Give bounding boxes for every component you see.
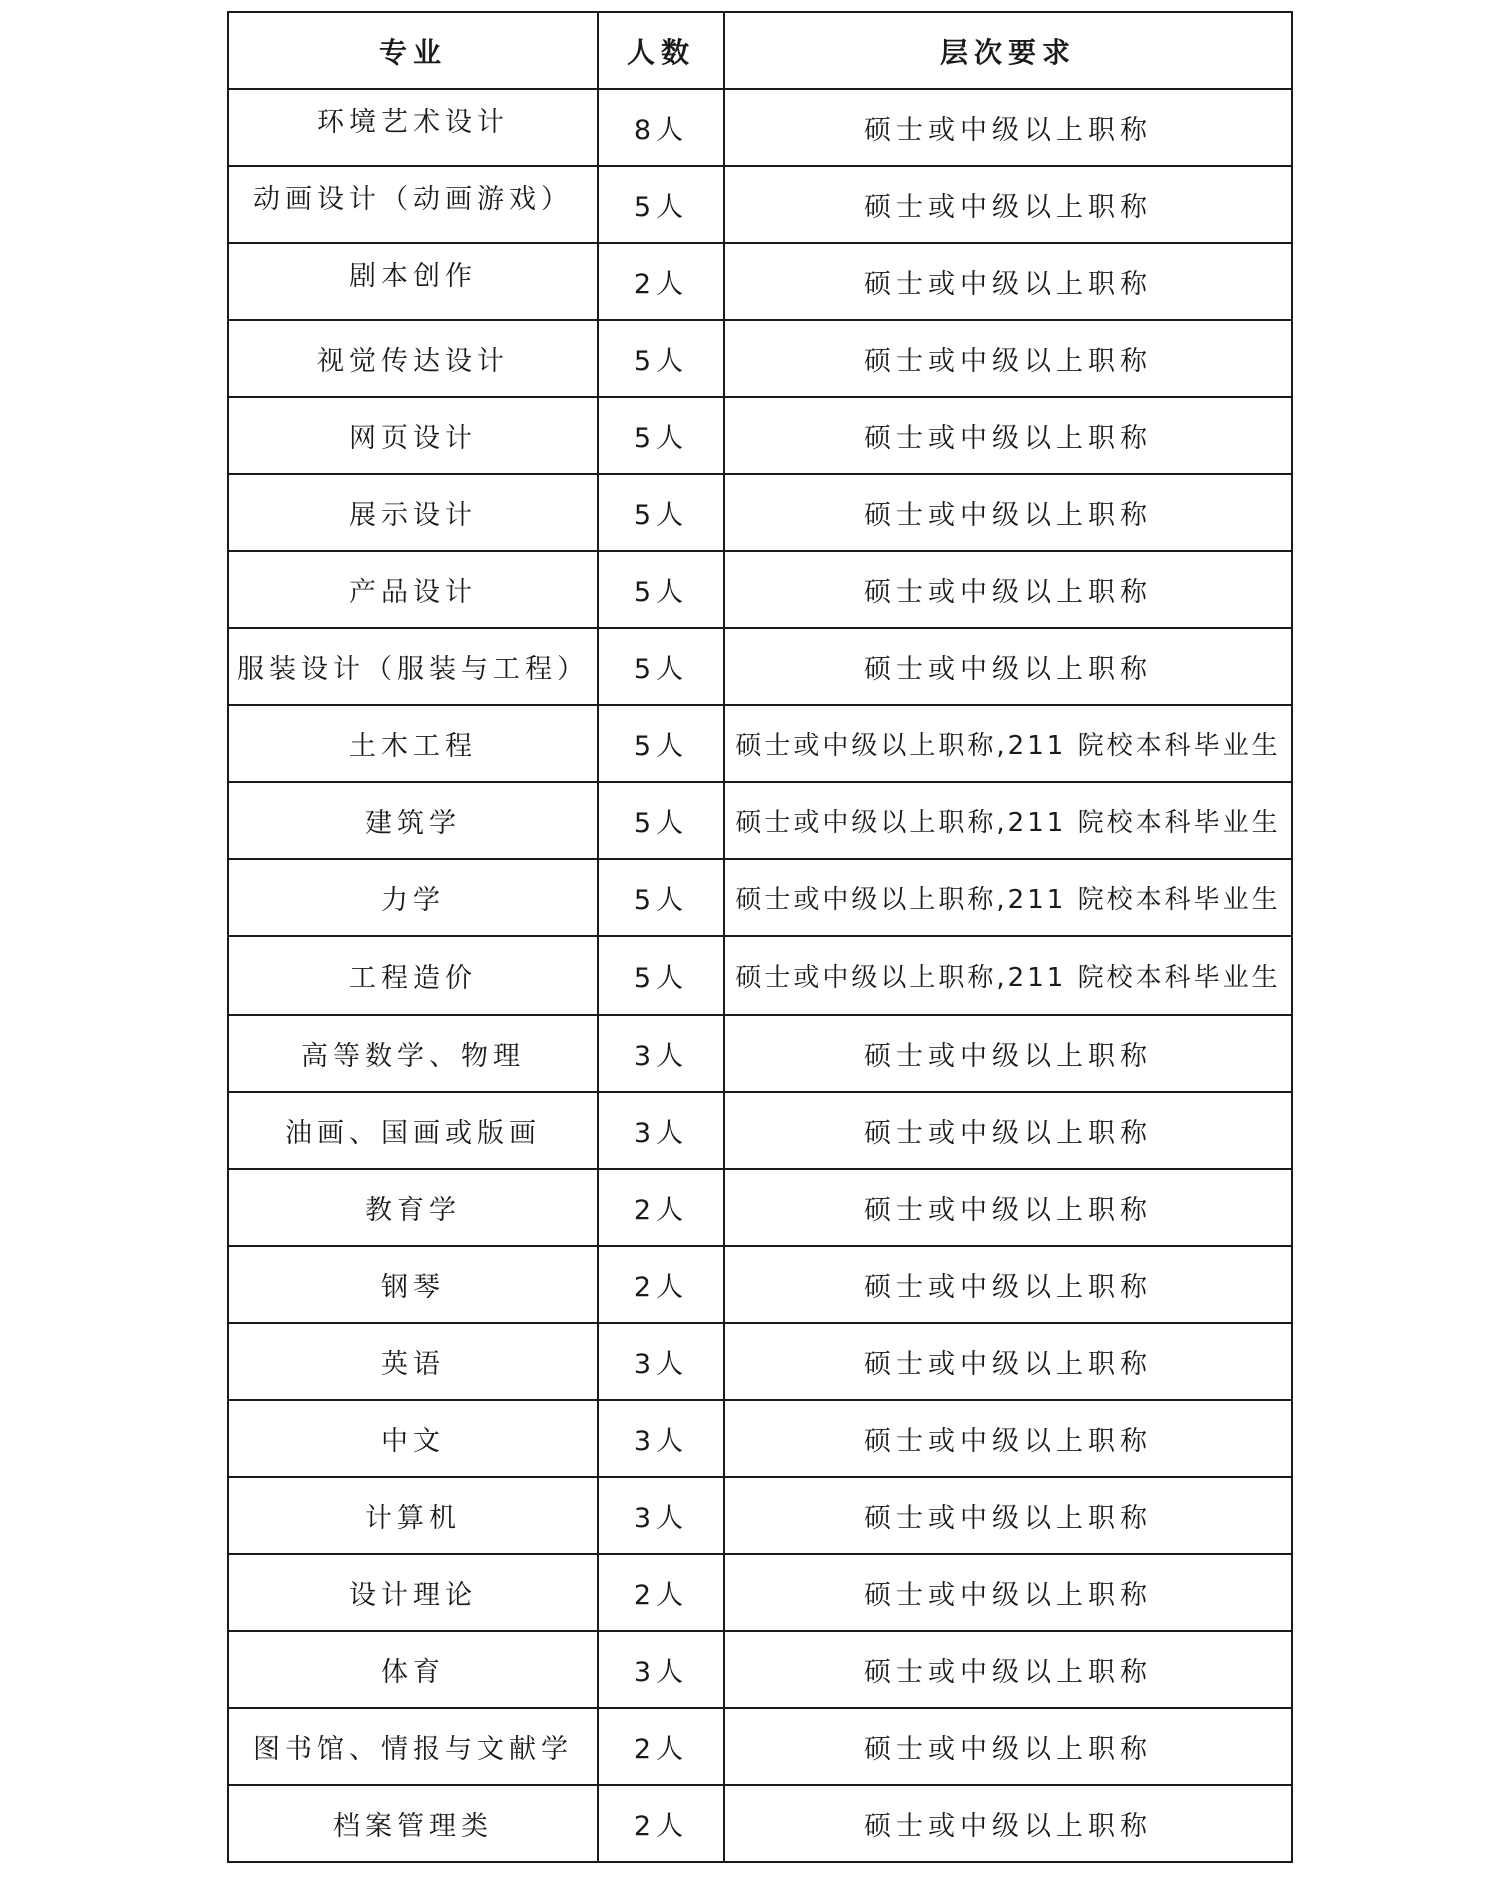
cell-requirement: 硕士或中级以上职称 (724, 243, 1292, 320)
header-count: 人数 (598, 12, 724, 89)
cell-count: 3人 (598, 1323, 724, 1400)
table-header-row (228, 12, 1292, 89)
table-row (228, 397, 1292, 474)
cell-major: 中文 (228, 1400, 598, 1477)
cell-count: 3人 (598, 1092, 724, 1169)
cell-requirement: 硕士或中级以上职称 (724, 1477, 1292, 1554)
cell-count: 5人 (598, 936, 724, 1015)
table-row (228, 1785, 1292, 1862)
cell-requirement: 硕士或中级以上职称,211 院校本科毕业生 (724, 705, 1292, 782)
cell-major: 图书馆、情报与文献学 (228, 1708, 598, 1785)
cell-major: 剧本创作 (228, 243, 598, 320)
recruitment-table (227, 11, 1293, 1863)
cell-requirement: 硕士或中级以上职称 (724, 1785, 1292, 1862)
table-row (228, 89, 1292, 166)
cell-major: 环境艺术设计 (228, 89, 598, 166)
cell-requirement: 硕士或中级以上职称 (724, 1554, 1292, 1631)
cell-requirement: 硕士或中级以上职称,211 院校本科毕业生 (724, 859, 1292, 936)
cell-requirement: 硕士或中级以上职称 (724, 1169, 1292, 1246)
table-row (228, 1631, 1292, 1708)
cell-major: 产品设计 (228, 551, 598, 628)
cell-major: 建筑学 (228, 782, 598, 859)
cell-major: 油画、国画或版画 (228, 1092, 598, 1169)
cell-requirement: 硕士或中级以上职称 (724, 1092, 1292, 1169)
cell-major: 计算机 (228, 1477, 598, 1554)
table-row (228, 1169, 1292, 1246)
table-row (228, 320, 1292, 397)
cell-count: 5人 (598, 782, 724, 859)
table-row (228, 474, 1292, 551)
table-row (228, 551, 1292, 628)
table-row (228, 705, 1292, 782)
cell-major: 网页设计 (228, 397, 598, 474)
cell-requirement: 硕士或中级以上职称 (724, 89, 1292, 166)
cell-major: 视觉传达设计 (228, 320, 598, 397)
cell-count: 5人 (598, 166, 724, 243)
table-row (228, 1477, 1292, 1554)
table-row (228, 1323, 1292, 1400)
cell-requirement: 硕士或中级以上职称 (724, 397, 1292, 474)
cell-count: 8人 (598, 89, 724, 166)
table-row (228, 1092, 1292, 1169)
cell-requirement: 硕士或中级以上职称 (724, 1631, 1292, 1708)
cell-count: 2人 (598, 1169, 724, 1246)
cell-count: 3人 (598, 1015, 724, 1092)
cell-count: 2人 (598, 243, 724, 320)
cell-requirement: 硕士或中级以上职称 (724, 320, 1292, 397)
table-row (228, 1400, 1292, 1477)
header-major: 专业 (228, 12, 598, 89)
cell-requirement: 硕士或中级以上职称,211 院校本科毕业生 (724, 936, 1292, 1015)
cell-count: 2人 (598, 1554, 724, 1631)
cell-requirement: 硕士或中级以上职称,211 院校本科毕业生 (724, 782, 1292, 859)
cell-major: 土木工程 (228, 705, 598, 782)
cell-major: 英语 (228, 1323, 598, 1400)
cell-count: 2人 (598, 1708, 724, 1785)
table-row (228, 782, 1292, 859)
table-row (228, 166, 1292, 243)
table-row (228, 243, 1292, 320)
cell-requirement: 硕士或中级以上职称 (724, 1708, 1292, 1785)
cell-requirement: 硕士或中级以上职称 (724, 628, 1292, 705)
cell-major: 高等数学、物理 (228, 1015, 598, 1092)
cell-major: 展示设计 (228, 474, 598, 551)
table-row (228, 628, 1292, 705)
table-row (228, 859, 1292, 936)
cell-major: 钢琴 (228, 1246, 598, 1323)
table-row (228, 1708, 1292, 1785)
cell-count: 5人 (598, 628, 724, 705)
cell-count: 5人 (598, 705, 724, 782)
cell-major: 力学 (228, 859, 598, 936)
cell-major: 体育 (228, 1631, 598, 1708)
cell-count: 5人 (598, 859, 724, 936)
cell-count: 5人 (598, 474, 724, 551)
cell-major: 动画设计（动画游戏） (228, 166, 598, 243)
cell-requirement: 硕士或中级以上职称 (724, 1323, 1292, 1400)
table-row (228, 936, 1292, 1015)
cell-count: 5人 (598, 320, 724, 397)
cell-major: 设计理论 (228, 1554, 598, 1631)
cell-major: 工程造价 (228, 936, 598, 1015)
cell-count: 3人 (598, 1631, 724, 1708)
table-row (228, 1246, 1292, 1323)
cell-count: 3人 (598, 1400, 724, 1477)
cell-major: 教育学 (228, 1169, 598, 1246)
table-row (228, 1554, 1292, 1631)
cell-count: 5人 (598, 397, 724, 474)
cell-requirement: 硕士或中级以上职称 (724, 1246, 1292, 1323)
table-row (228, 1015, 1292, 1092)
cell-requirement: 硕士或中级以上职称 (724, 1015, 1292, 1092)
cell-requirement: 硕士或中级以上职称 (724, 551, 1292, 628)
cell-count: 5人 (598, 551, 724, 628)
cell-major: 服装设计（服装与工程） (228, 628, 598, 705)
cell-count: 3人 (598, 1477, 724, 1554)
cell-count: 2人 (598, 1785, 724, 1862)
cell-requirement: 硕士或中级以上职称 (724, 474, 1292, 551)
cell-major: 档案管理类 (228, 1785, 598, 1862)
cell-count: 2人 (598, 1246, 724, 1323)
cell-requirement: 硕士或中级以上职称 (724, 1400, 1292, 1477)
header-requirement: 层次要求 (724, 12, 1292, 89)
cell-requirement: 硕士或中级以上职称 (724, 166, 1292, 243)
